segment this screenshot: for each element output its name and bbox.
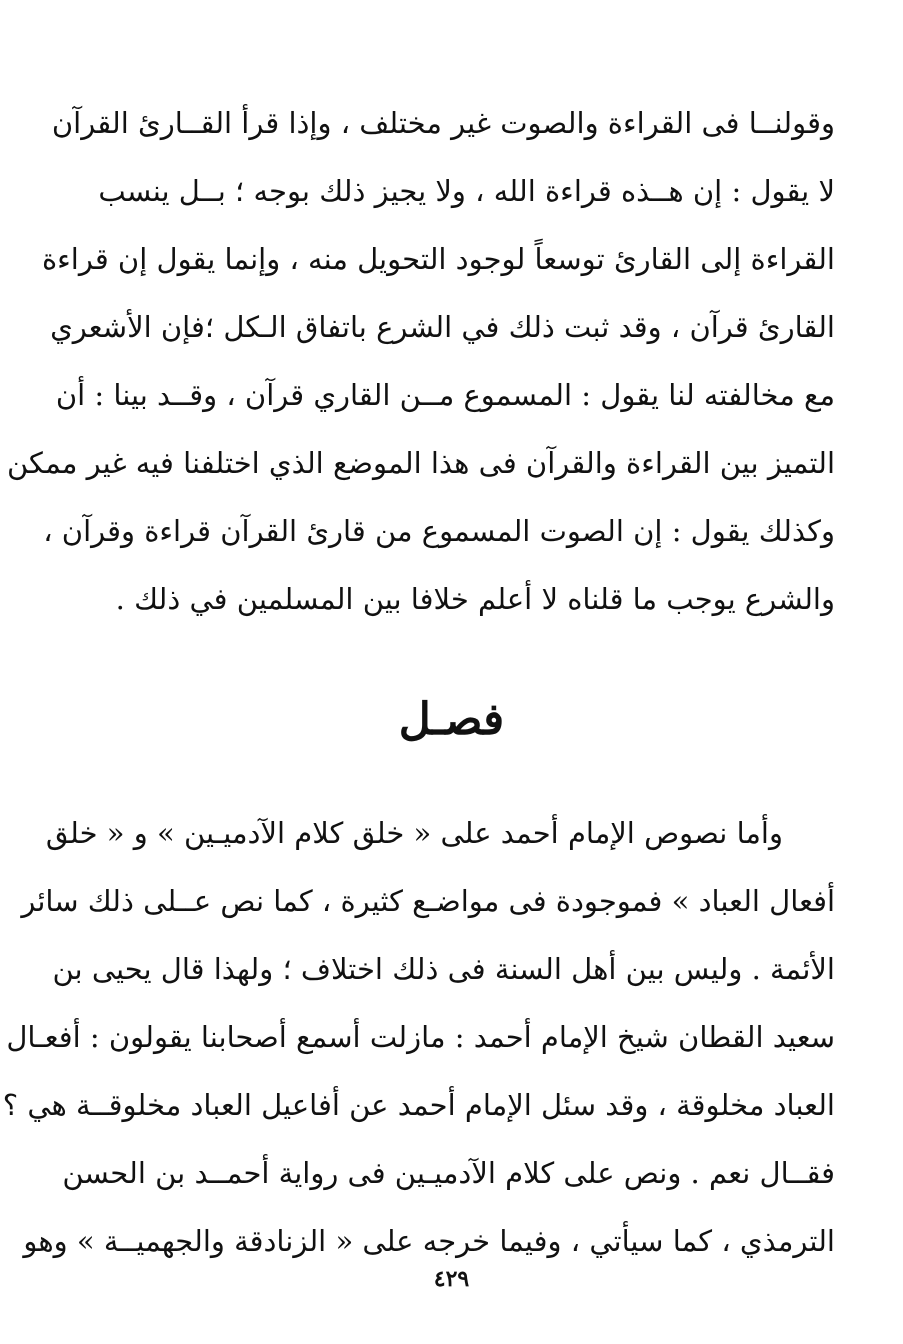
section-heading-text: فصـل	[398, 694, 505, 745]
text-line: الأئمة . وليس بين أهل السنة فى ذلك اختلاف ؛ ولهذا قال يحيى بن	[52, 952, 835, 986]
text-line: الترمذي ، كما سيأتي ، وفيما خرجه على « الزنادقة والجهميــة » وهو	[23, 1224, 835, 1258]
text-line: والشرع يوجب ما قلناه لا أعلم خلافا بين المسلمين في ذلك .	[115, 582, 835, 616]
text-line: لا يقول : إن هــذه قراءة الله ، ولا يجيز ذلك بوجه ؛ بــل ينسب	[98, 174, 835, 208]
text-line: مع مخالفته لنا يقول : المسموع مــن القاري قرآن ، وقــد بينا : أن	[55, 378, 835, 412]
paragraph-1	[6, 89, 835, 633]
text-line: القارئ قرآن ، وقد ثبت ذلك في الشرع باتفاق الـكل ؛فإن الأشعري	[50, 310, 835, 344]
text-line: وقولنــا فى القراءة والصوت غير مختلف ، وإذا قرأ القــارئ القرآن	[51, 106, 835, 140]
page-number: ٤٢٩	[433, 1266, 470, 1292]
text-line: وكذلك يقول : إن الصوت المسموع من قارئ القرآن قراءة وقرآن ،	[43, 514, 835, 548]
text-line: العباد مخلوقة ، وقد سئل الإمام أحمد عن أفاعيل العباد مخلوقــة هي ؟	[2, 1088, 835, 1122]
text-line: وأما نصوص الإمام أحمد على « خلق كلام الآدميـين » و « خلق	[45, 816, 783, 850]
paragraph-2	[2, 799, 835, 1275]
text-line: فقــال نعم . ونص على كلام الآدميـين فى رواية أحمــد بن الحسن	[62, 1156, 835, 1190]
text-line: التميز بين القراءة والقرآن فى هذا الموضع الذي اختلفنا فيه غير ممكن	[6, 446, 835, 480]
text-line: القراءة إلى القارئ توسعاً لوجود التحويل منه ، وإنما يقول إن قراءة	[41, 242, 835, 276]
text-line: أفعال العباد » فموجودة فى مواضـع كثيرة ، كما نص عــلى ذلك سائر	[21, 884, 835, 918]
text-line: سعيد القطان شيخ الإمام أحمد : مازلت أسمع أصحابنا يقولون : أفعـال	[6, 1020, 835, 1054]
section-heading	[0, 680, 903, 760]
